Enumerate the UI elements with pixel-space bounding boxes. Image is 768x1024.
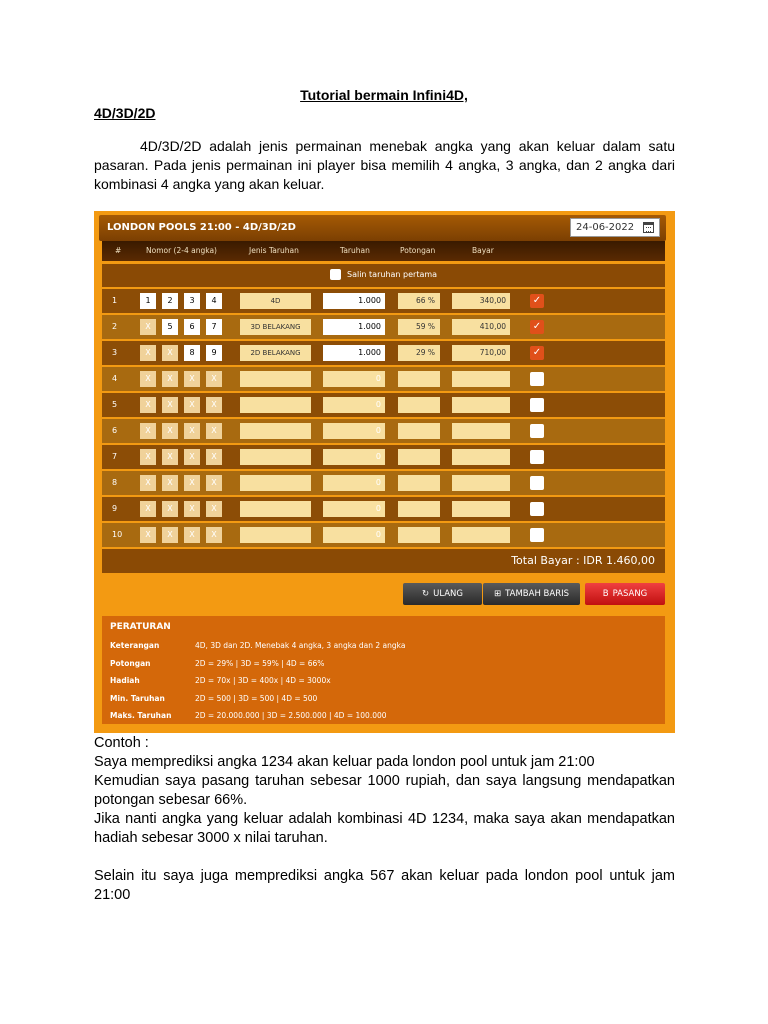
row-checkbox[interactable] (530, 372, 544, 386)
digit-input[interactable]: 3 (184, 293, 200, 309)
bet-row (102, 497, 665, 521)
digit-input[interactable]: X (140, 397, 156, 413)
copy-first-bet-label: Salin taruhan pertama (347, 270, 438, 279)
pay-value: 710,00 (452, 345, 510, 361)
digit-input[interactable]: X (140, 501, 156, 517)
row-checkbox[interactable] (530, 450, 544, 464)
digit-input[interactable]: 9 (206, 345, 222, 361)
stake-input[interactable]: 0 (323, 449, 385, 465)
pay-value (452, 423, 510, 439)
bet-type-select[interactable] (240, 397, 311, 413)
rule-label: Min. Taruhan (110, 693, 165, 703)
document-subtitle: 4D/3D/2D (94, 105, 156, 121)
pay-value (452, 371, 510, 387)
rule-row (110, 694, 660, 710)
place-bet-button[interactable] (585, 583, 665, 605)
row-number: 1 (112, 296, 118, 305)
intro-paragraph: 4D/3D/2D adalah jenis permainan menebak angka yang akan keluar dalam satu pasaran. Pada jenis permainan ini player bisa memilih 4 angka, 3 angka, dan 2 angka dari kombinasi 4 angka yang akan keluar. (94, 138, 675, 192)
column-header-row (102, 241, 665, 261)
pay-value: 340,00 (452, 293, 510, 309)
rules-box (102, 616, 665, 724)
bet-type-select[interactable]: 4D (240, 293, 311, 309)
refresh-icon: ↻ (421, 589, 430, 599)
total-bar (102, 549, 665, 573)
game-panel (94, 211, 675, 733)
copy-first-bet-row (102, 264, 665, 287)
example-paragraph-2: Kemudian saya pasang taruhan sebesar 1000 rupiah, dan saya langsung mendapatkan potongan sebesar 66%. (94, 773, 675, 808)
discount-value: 59 % (398, 319, 440, 335)
rule-value: 4D, 3D dan 2D. Menebak 4 angka, 3 angka dan 2 angka (195, 641, 406, 650)
paragraph-spacer (94, 848, 675, 867)
row-number: 3 (112, 348, 118, 357)
panel-header (99, 215, 666, 241)
rule-value: 2D = 20.000.000 | 3D = 2.500.000 | 4D = 100.000 (195, 711, 387, 720)
pay-value (452, 527, 510, 543)
column-header-stake: Taruhan (340, 246, 370, 255)
digit-input[interactable]: X (140, 423, 156, 439)
bet-row (102, 289, 665, 313)
row-number: 4 (112, 374, 118, 383)
add-row-button-label: TAMBAH BARIS (505, 589, 569, 599)
rule-row (110, 659, 660, 675)
row-number: 2 (112, 322, 118, 331)
digit-input[interactable]: X (184, 423, 200, 439)
bet-type-select[interactable]: 2D BELAKANG (240, 345, 311, 361)
reset-button[interactable] (403, 583, 482, 605)
rule-value: 2D = 29% | 3D = 59% | 4D = 66% (195, 658, 325, 668)
digit-input[interactable]: 2 (162, 293, 178, 309)
row-checkbox[interactable] (530, 476, 544, 490)
stake-input[interactable]: 0 (323, 423, 385, 439)
stake-input[interactable]: 0 (323, 527, 385, 543)
digit-input[interactable]: X (206, 371, 222, 387)
calendar-icon[interactable] (643, 222, 654, 233)
row-checkbox[interactable] (530, 528, 544, 542)
digit-input[interactable]: X (162, 475, 178, 491)
place-bet-icon: B (602, 589, 609, 599)
digit-input[interactable]: X (206, 527, 222, 543)
copy-first-bet-checkbox[interactable] (330, 269, 341, 280)
bet-row (102, 419, 665, 443)
date-value: 24-06-2022 (576, 222, 635, 233)
pay-value (452, 475, 510, 491)
bet-row (102, 393, 665, 417)
column-header-digits: Nomor (2-4 angka) (146, 246, 217, 255)
discount-value (398, 371, 440, 387)
discount-value: 29 % (398, 345, 440, 361)
column-header-bet-type: Jenis Taruhan (249, 246, 299, 255)
digit-input[interactable]: X (184, 501, 200, 517)
pay-value (452, 501, 510, 517)
row-checkbox[interactable]: ✓ (530, 346, 544, 360)
rule-label: Keterangan (110, 641, 160, 650)
digit-input[interactable]: X (206, 397, 222, 413)
pay-value (452, 397, 510, 413)
column-header-pay: Bayar (472, 246, 494, 255)
digit-input[interactable]: 5 (162, 319, 178, 335)
digit-input[interactable]: X (140, 319, 156, 335)
digit-input[interactable]: X (140, 371, 156, 387)
rule-value: 2D = 70x | 3D = 400x | 4D = 3000x (195, 676, 331, 685)
rule-label: Maks. Taruhan (110, 711, 172, 720)
row-checkbox[interactable] (530, 502, 544, 516)
add-row-icon: ⊞ (494, 589, 502, 599)
digit-input[interactable]: X (184, 475, 200, 491)
digit-input[interactable]: X (162, 423, 178, 439)
bet-type-select[interactable] (240, 501, 311, 517)
row-number: 5 (112, 400, 118, 409)
rule-row (110, 676, 660, 692)
digit-input[interactable]: X (140, 527, 156, 543)
digit-input[interactable]: 6 (184, 319, 200, 335)
example-section (94, 734, 675, 905)
discount-value (398, 449, 440, 465)
stake-input[interactable]: 0 (323, 475, 385, 491)
digit-input[interactable]: X (184, 449, 200, 465)
row-number: 7 (112, 452, 118, 461)
bet-type-select[interactable] (240, 449, 311, 465)
pay-value: 410,00 (452, 319, 510, 335)
bet-row (102, 445, 665, 469)
stake-input[interactable]: 1.000 (323, 293, 385, 309)
row-number: 6 (112, 426, 118, 435)
digit-input[interactable]: X (206, 449, 222, 465)
digit-input[interactable]: X (184, 527, 200, 543)
discount-value (398, 475, 440, 491)
row-number: 10 (112, 530, 123, 539)
discount-value (398, 501, 440, 517)
stake-input[interactable]: 1.000 (323, 345, 385, 361)
digit-input[interactable]: X (206, 501, 222, 517)
column-header-discount: Potongan (400, 246, 436, 255)
bet-row (102, 341, 665, 365)
rule-value: 2D = 500 | 3D = 500 | 4D = 500 (195, 693, 318, 703)
reset-button-label: ULANG (433, 589, 464, 599)
digit-input[interactable]: X (162, 501, 178, 517)
digit-input[interactable]: X (140, 449, 156, 465)
example-paragraph-4: Selain itu saya juga memprediksi angka 567 akan keluar pada london pool untuk jam 21:00 (94, 868, 675, 903)
example-heading: Contoh : (94, 735, 149, 751)
digit-input[interactable]: X (140, 475, 156, 491)
rule-label: Hadiah (110, 676, 140, 685)
digit-input[interactable]: X (184, 371, 200, 387)
digit-input[interactable]: X (184, 397, 200, 413)
stake-input[interactable]: 0 (323, 397, 385, 413)
add-row-button[interactable] (483, 583, 580, 605)
bet-type-select[interactable] (240, 475, 311, 491)
bet-row (102, 315, 665, 339)
stake-input[interactable]: 1.000 (323, 319, 385, 335)
digit-input[interactable]: 1 (140, 293, 156, 309)
digit-input[interactable]: X (206, 423, 222, 439)
row-checkbox[interactable] (530, 398, 544, 412)
digit-input[interactable]: 8 (184, 345, 200, 361)
discount-value (398, 397, 440, 413)
panel-title: LONDON POOLS 21:00 - 4D/3D/2D (107, 222, 296, 233)
total-payment: Total Bayar : IDR 1.460,00 (511, 554, 655, 567)
rule-row (110, 641, 660, 657)
place-bet-button-label: PASANG (612, 589, 648, 599)
digit-input[interactable]: X (162, 449, 178, 465)
digit-input[interactable]: X (162, 371, 178, 387)
date-picker[interactable] (570, 218, 660, 237)
stake-input[interactable]: 0 (323, 371, 385, 387)
rule-row (110, 711, 660, 727)
row-checkbox[interactable]: ✓ (530, 320, 544, 334)
digit-input[interactable]: X (206, 475, 222, 491)
row-checkbox[interactable] (530, 424, 544, 438)
example-paragraph-3: Jika nanti angka yang keluar adalah kombinasi 4D 1234, maka saya akan mendapatkan hadiah sebesar 3000 x nilai taruhan. (94, 811, 675, 846)
digit-input[interactable]: 4 (206, 293, 222, 309)
pay-value (452, 449, 510, 465)
bet-type-select[interactable] (240, 423, 311, 439)
bet-row (102, 523, 665, 547)
rule-label: Potongan (110, 658, 151, 668)
discount-value (398, 527, 440, 543)
bet-type-select[interactable] (240, 371, 311, 387)
bet-type-select[interactable] (240, 527, 311, 543)
digit-input[interactable]: 7 (206, 319, 222, 335)
digit-input[interactable]: X (162, 397, 178, 413)
bet-row (102, 367, 665, 391)
row-number: 9 (112, 504, 118, 513)
digit-input[interactable]: X (140, 345, 156, 361)
discount-value: 66 % (398, 293, 440, 309)
rules-title: PERATURAN (110, 622, 171, 632)
discount-value (398, 423, 440, 439)
row-checkbox[interactable]: ✓ (530, 294, 544, 308)
stake-input[interactable]: 0 (323, 501, 385, 517)
row-number: 8 (112, 478, 118, 487)
bet-row (102, 471, 665, 495)
example-paragraph-1: Saya memprediksi angka 1234 akan keluar pada london pool untuk jam 21:00 (94, 754, 595, 770)
document-title: Tutorial bermain Infini4D, (300, 87, 468, 103)
digit-input[interactable]: X (162, 345, 178, 361)
digit-input[interactable]: X (162, 527, 178, 543)
bet-type-select[interactable]: 3D BELAKANG (240, 319, 311, 335)
column-header-number: # (115, 246, 122, 255)
